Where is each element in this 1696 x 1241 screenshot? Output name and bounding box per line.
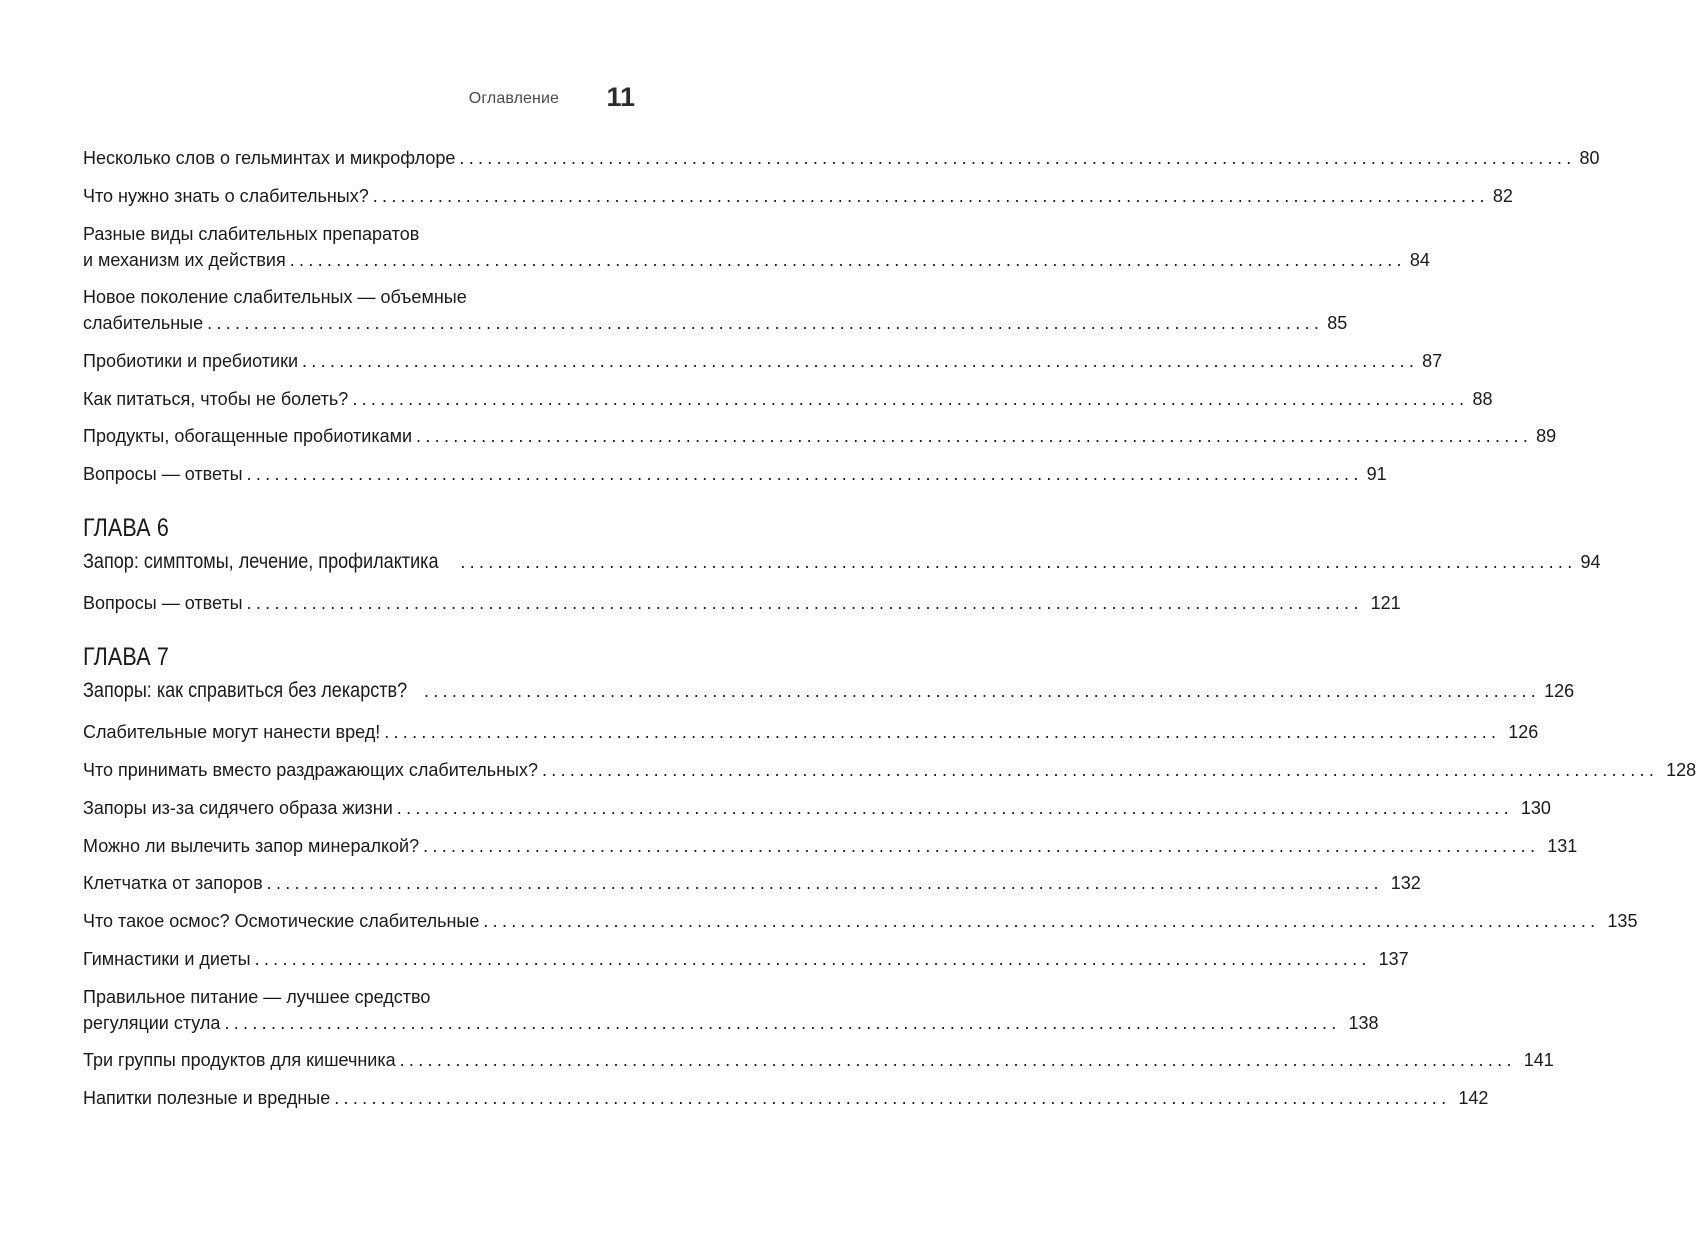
- entry-title-line: Разные виды слабительных препаратов: [83, 224, 420, 244]
- entry-title: Три группы продуктов для кишечника: [83, 1050, 396, 1070]
- leader-dots: ........................................................................................................................: [399, 1050, 1516, 1070]
- entry-page: 131: [1547, 836, 1578, 856]
- entry-title-line: Правильное питание — лучшее средство: [83, 987, 431, 1007]
- entry-title: слабительные: [83, 313, 204, 333]
- entry-title: Что такое осмос? Осмотические слабительные: [83, 911, 480, 931]
- entry-title: Что нужно знать о слабительных?: [83, 186, 369, 206]
- leader-dots: ........................................................................................................................: [423, 836, 1540, 856]
- toc-entry: [83, 757, 1696, 783]
- entry-page: 137: [1378, 949, 1409, 969]
- leader-dots: ........................................................................................................................: [423, 681, 1541, 701]
- entry-page: 85: [1327, 313, 1348, 333]
- leader-dots: ........................................................................................................................: [334, 1088, 1451, 1108]
- table-of-contents: [83, 0, 1696, 1241]
- entry-title: Можно ли вылечить запор минералкой?: [83, 836, 420, 856]
- leader-dots: ........................................................................................................................: [224, 1013, 1341, 1033]
- toc-entry: [83, 984, 1379, 1036]
- toc-entry: [83, 1047, 1554, 1073]
- leader-dots: ........................................................................................................................: [207, 313, 1324, 333]
- toc-entry: [83, 221, 1430, 273]
- chapter-heading: ГЛАВА 7: [83, 643, 169, 671]
- leader-dots: ........................................................................................................................: [352, 389, 1469, 409]
- leader-dots: ........................................................................................................................: [289, 250, 1406, 270]
- leader-dots: ........................................................................................................................: [483, 911, 1600, 931]
- entry-title: Вопросы — ответы: [83, 593, 243, 613]
- entry-page: 91: [1366, 464, 1387, 484]
- toc-entry: [83, 833, 1578, 859]
- chapter-title: Запор: симптомы, лечение, профилактика: [83, 550, 439, 573]
- entry-page: 82: [1492, 186, 1513, 206]
- entry-page: 135: [1607, 911, 1638, 931]
- toc-entry: [83, 183, 1513, 209]
- entry-page: 138: [1348, 1013, 1379, 1033]
- section-title: Оглавление: [468, 90, 559, 107]
- entry-title: Продукты, обогащенные пробиотиками: [83, 426, 413, 446]
- toc-entry: [83, 423, 1557, 449]
- leader-dots: ........................................................................................................................: [416, 426, 1533, 446]
- leader-dots: ........................................................................................................................: [384, 722, 1501, 742]
- entry-title: Запоры из-за сидячего образа жизни: [83, 798, 393, 818]
- entry-title: Как питаться, чтобы не болеть?: [83, 389, 349, 409]
- entry-title: Клетчатка от запоров: [83, 873, 263, 893]
- leader-dots: ........................................................................................................................: [246, 593, 1363, 613]
- entry-title: и механизм их действия: [83, 250, 286, 270]
- entry-title: Слабительные могут нанести вред!: [83, 722, 381, 742]
- chapter-main-entry: [83, 550, 1601, 574]
- entry-page: 88: [1472, 389, 1493, 409]
- leader-dots: ........................................................................................................................: [246, 464, 1363, 484]
- toc-entry: [83, 908, 1638, 934]
- toc-entry: [83, 386, 1493, 412]
- entry-page: 128: [1666, 760, 1696, 780]
- toc-entry: [83, 719, 1539, 745]
- entry-title: Вопросы — ответы: [83, 464, 243, 484]
- entry-title: Что принимать вместо раздражающих слабительных?: [83, 760, 538, 780]
- leader-dots: ........................................................................................................................: [302, 351, 1419, 371]
- entry-page: 142: [1458, 1088, 1489, 1108]
- entry-page: 84: [1409, 250, 1430, 270]
- toc-entry: [83, 1085, 1489, 1111]
- leader-dots: ........................................................................................................................: [372, 186, 1489, 206]
- leader-dots: ........................................................................................................................: [396, 798, 1513, 818]
- entry-page: 94: [1580, 552, 1601, 572]
- chapter-heading: ГЛАВА 6: [83, 514, 169, 542]
- entry-page: 89: [1536, 426, 1557, 446]
- chapter-main-entry: [83, 679, 1575, 703]
- toc-entry: [83, 348, 1443, 374]
- entry-page: 141: [1523, 1050, 1554, 1070]
- toc-entry: [83, 870, 1421, 896]
- toc-entry: [83, 145, 1600, 171]
- leader-dots: ........................................................................................................................: [266, 873, 1383, 893]
- entry-title: Несколько слов о гельминтах и микрофлоре: [83, 148, 456, 168]
- leader-dots: ........................................................................................................................: [460, 552, 1577, 572]
- toc-entry: [83, 284, 1348, 336]
- entry-page: 126: [1508, 722, 1539, 742]
- leader-dots: ........................................................................................................................: [459, 148, 1576, 168]
- entry-title: Пробиотики и пребиотики: [83, 351, 298, 371]
- entry-page: 130: [1520, 798, 1551, 818]
- entry-page: 121: [1370, 593, 1401, 613]
- entry-title: Гимнастики и диеты: [83, 949, 251, 969]
- toc-entry: [83, 946, 1409, 972]
- chapter-title: Запоры: как справиться без лекарств?: [83, 679, 408, 702]
- entry-page: 132: [1390, 873, 1421, 893]
- entry-title: Напитки полезные и вредные: [83, 1088, 331, 1108]
- toc-entry: [83, 795, 1551, 821]
- leader-dots: ........................................................................................................................: [254, 949, 1371, 969]
- entry-title-line: Новое поколение слабительных — объемные: [83, 287, 467, 307]
- page-number: 11: [606, 82, 635, 112]
- leader-dots: ........................................................................................................................: [542, 760, 1659, 780]
- toc-entry: [83, 461, 1387, 487]
- entry-page: 80: [1579, 148, 1600, 168]
- entry-page: 126: [1544, 681, 1575, 701]
- entry-title: регуляции стула: [83, 1013, 221, 1033]
- toc-entry: [83, 590, 1401, 616]
- entry-page: 87: [1422, 351, 1443, 371]
